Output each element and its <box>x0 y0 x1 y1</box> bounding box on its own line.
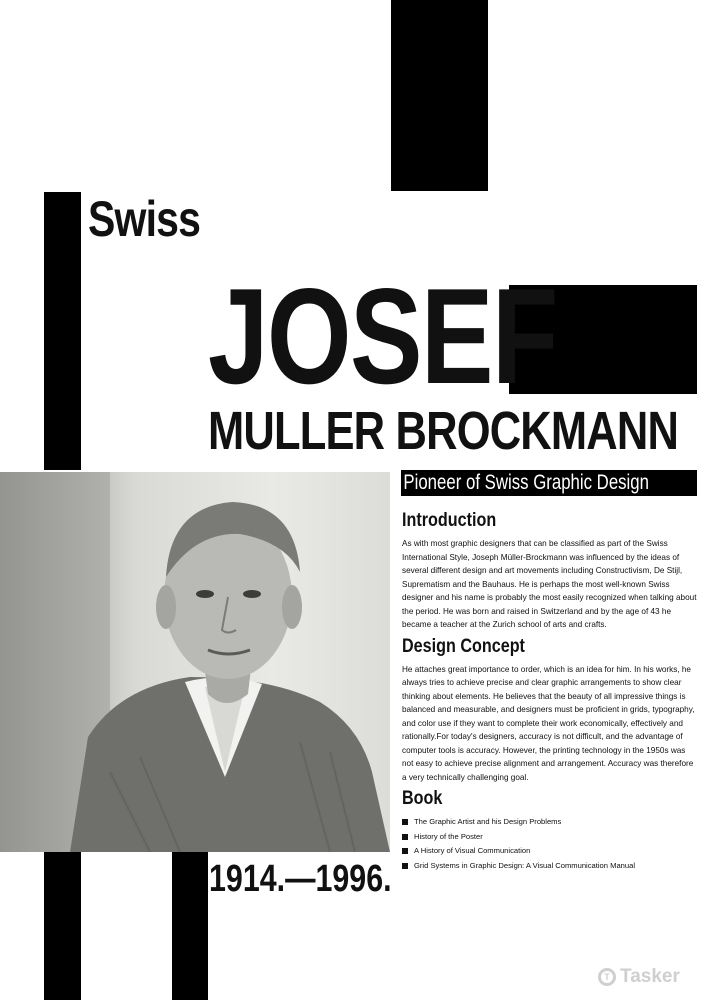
book-item <box>402 830 698 845</box>
book-title: The Graphic Artist and his Design Problems <box>414 817 562 826</box>
introduction-text: As with most graphic designers that can be classified as part of the Swiss International Style, Joseph Müller-Brockmann was influenced by the ideas of several different design and art movements including Constructivism, De Stijl, Suprematism and the Bauhaus. He is perhaps the most well-known Swiss designer and his name is probably the most easily recognized when talking about the period. He was born and raised in Switzerland and by the age of 43 he became a teacher at the Zurich school of arts and crafts. <box>402 539 697 629</box>
last-name-heading: MULLER BROCKMANN <box>208 401 679 461</box>
book-title: History of the Poster <box>414 831 483 841</box>
book-item <box>402 844 698 859</box>
book-heading: Book <box>402 788 443 809</box>
book-title: A History of Visual Communication <box>414 846 531 855</box>
article-content <box>402 510 698 873</box>
book-list <box>402 815 698 873</box>
tagline-text: Pioneer of Swiss Graphic Design <box>403 471 649 494</box>
design-concept-text: He attaches great importance to order, which is an idea for him. In his works, he always tries to achieve precise and clear graphic arrangements to show clear thinking about elements. He believes that the beauty of all impressive things is balanced and measurable, and designers must be proficient in grids, typography, and color use if they want to complete their work economically, effectively and rationally.For today's designers, accuracy is not difficult, and the advantage of computer tools is accuracy. However, the printing technology in the 1950s was not easy to achieve precise alignment and arrangement. Accuracy was therefore a very technically challenging goal. <box>402 664 695 782</box>
square-bullet-icon <box>402 834 408 840</box>
book-item <box>402 859 698 874</box>
book-item <box>402 815 698 830</box>
first-name-heading: JOSEF <box>208 260 557 412</box>
watermark-text: Tasker <box>620 966 680 987</box>
square-bullet-icon <box>402 819 408 825</box>
life-years: 1914.—1996. <box>209 858 392 900</box>
design-concept-heading: Design Concept <box>402 635 525 657</box>
tagline-banner <box>401 470 697 496</box>
portrait-illustration <box>0 472 390 852</box>
left-vertical-black-bar <box>44 192 81 470</box>
introduction-heading: Introduction <box>402 510 497 531</box>
book-title: Grid Systems in Graphic Design: A Visual Communication Manual <box>414 860 636 870</box>
tasker-logo-icon: T <box>598 968 616 986</box>
bottom-mid-black-bar <box>172 852 208 1000</box>
bottom-left-black-bar <box>44 852 81 1000</box>
kicker-swiss: Swiss <box>88 191 201 247</box>
square-bullet-icon <box>402 863 408 869</box>
portrait-photo <box>0 472 390 852</box>
top-right-black-block <box>391 0 488 191</box>
tasker-watermark <box>598 966 680 988</box>
square-bullet-icon <box>402 848 408 854</box>
